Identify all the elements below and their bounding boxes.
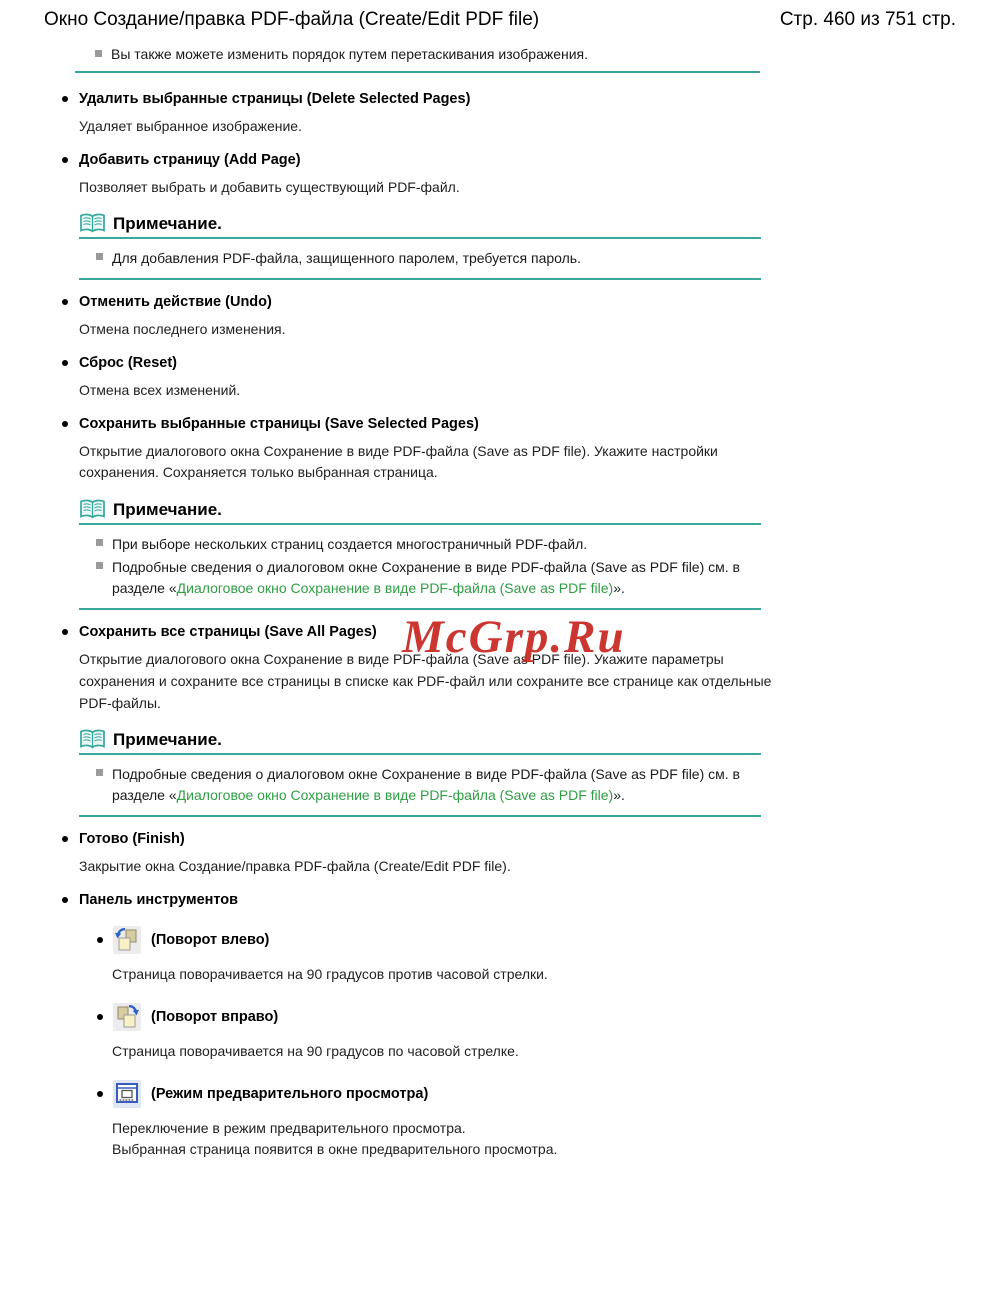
bullet-add-page <box>60 152 820 168</box>
note-body <box>79 525 761 608</box>
bullet-finish <box>60 831 820 847</box>
note-block <box>79 499 761 610</box>
square-bullet-icon <box>95 50 102 57</box>
bullet-description: Позволяет выбрать и добавить существующий PDF-файл. <box>79 178 460 195</box>
toolbar-item-description-line2: Выбранная страница появится в окне предварительного просмотра. <box>112 1140 558 1157</box>
note-item-text: При выборе нескольких страниц создается многостраничный PDF-файл. <box>112 536 588 553</box>
rotate-right-icon <box>113 1003 141 1031</box>
divider <box>75 71 760 73</box>
link-post-text: ». <box>613 580 625 597</box>
divider <box>79 608 761 610</box>
bullet-reset <box>60 355 820 371</box>
save-as-pdf-dialog-link[interactable]: Диалоговое окно Сохранение в виде PDF-файла (Save as PDF file) <box>176 580 614 597</box>
document-body <box>0 46 820 1160</box>
bullet-description: Открытие диалогового окна Сохранение в виде PDF-файла (Save as PDF file). Укажите настройки сохранения. Сохраняется только выбранная страница. <box>79 442 718 481</box>
note-heading <box>79 729 761 750</box>
square-bullet-icon <box>96 562 103 569</box>
toolbar-item-preview-mode <box>95 1080 820 1108</box>
bullet-toolbar <box>60 892 820 908</box>
bullet-title: Панель инструментов <box>79 891 239 908</box>
bullet-title: Сохранить все страницы (Save All Pages) <box>79 624 377 641</box>
preview-mode-icon <box>113 1080 141 1108</box>
bullet-icon <box>62 299 68 305</box>
toolbar-item-rotate-left <box>95 926 820 954</box>
note-heading <box>79 499 761 520</box>
bullet-icon <box>62 96 68 102</box>
bullet-title: Добавить страницу (Add Page) <box>79 151 301 168</box>
bullet-title: Готово (Finish) <box>79 831 185 848</box>
bullet-title: Сброс (Reset) <box>79 355 178 372</box>
note-heading-label: Примечание. <box>113 213 222 233</box>
page-title: Окно Создание/правка PDF-файла (Create/Edit PDF file) <box>44 9 540 30</box>
toolbar-item-description: Страница поворачивается на 90 градусов против часовой стрелки. <box>112 965 548 982</box>
bullet-icon <box>62 897 68 903</box>
rotate-left-icon <box>113 926 141 954</box>
note-heading-label: Примечание. <box>113 729 222 749</box>
bullet-icon <box>97 937 103 943</box>
note-block <box>79 213 761 280</box>
bullet-save-selected-pages <box>60 416 820 432</box>
square-bullet-icon <box>96 769 103 776</box>
bullet-description: Удаляет выбранное изображение. <box>79 118 302 134</box>
square-bullet-icon <box>96 539 103 546</box>
bullet-icon <box>62 157 68 163</box>
bullet-title: Удалить выбранные страницы (Delete Selected Pages) <box>79 91 471 107</box>
watermark: McGrp.Ru <box>402 611 626 663</box>
bullet-description: Отмена всех изменений. <box>79 382 241 399</box>
bullet-description: Закрытие окна Создание/правка PDF-файла (Create/Edit PDF file). <box>79 858 511 875</box>
open-book-icon <box>79 213 106 234</box>
note-body <box>79 239 761 278</box>
list-item <box>96 534 761 555</box>
note-heading <box>79 213 761 234</box>
bullet-title: Сохранить выбранные страницы (Save Selected Pages) <box>79 415 479 432</box>
page-number: Стр. 460 из 751 стр. <box>779 9 956 30</box>
square-bullet-icon <box>96 253 103 260</box>
link-pre-text: Подробные сведения о диалоговом окне Сохранение в виде PDF-файла (Save as PDF file) см. в разделе « <box>112 766 740 804</box>
note-heading-label: Примечание. <box>113 499 222 519</box>
bullet-icon <box>62 836 68 842</box>
list-item <box>95 46 820 62</box>
open-book-icon <box>79 729 106 750</box>
bullet-icon <box>62 360 68 366</box>
bullet-undo <box>60 294 820 310</box>
link-post-text: ». <box>613 787 625 804</box>
bullet-description: Отмена последнего изменения. <box>79 321 286 338</box>
note-body <box>79 755 761 815</box>
divider <box>79 278 761 280</box>
open-book-icon <box>79 499 106 520</box>
note-block <box>79 729 761 817</box>
bullet-icon <box>62 421 68 427</box>
note-item-text <box>112 764 761 806</box>
bullet-icon <box>97 1091 103 1097</box>
note-item-text: Для добавления PDF-файла, защищенного паролем, требуется пароль. <box>112 250 581 267</box>
list-item <box>96 764 761 806</box>
toolbar-item-description-line1: Переключение в режим предварительного просмотра. <box>112 1119 466 1136</box>
bullet-save-all-pages <box>60 624 820 640</box>
note-item-text: Вы также можете изменить порядок путем перетаскивания изображения. <box>111 46 589 62</box>
toolbar-item-rotate-right <box>95 1003 820 1031</box>
toolbar-item-description <box>112 1118 820 1160</box>
bullet-icon <box>62 629 68 635</box>
bullet-description: Открытие диалогового окна Сохранение в виде PDF-файла (Save as PDF file). Укажите параметры сохранения и сохраните все страницы в списке как PDF-файл или сохраните все странице как отдельные PDF-файлы. <box>79 651 772 711</box>
toolbar-item-label: (Поворот влево) <box>151 931 270 948</box>
list-item <box>96 557 761 599</box>
divider <box>79 815 761 817</box>
toolbar-item-label: (Поворот вправо) <box>151 1008 279 1025</box>
bullet-title: Отменить действие (Undo) <box>79 294 272 311</box>
bullet-icon <box>97 1014 103 1020</box>
link-pre-text: Подробные сведения о диалоговом окне Сохранение в виде PDF-файла (Save as PDF file) см. в разделе « <box>112 559 740 597</box>
toolbar-item-description: Страница поворачивается на 90 градусов по часовой стрелке. <box>112 1042 519 1059</box>
save-as-pdf-dialog-link[interactable]: Диалоговое окно Сохранение в виде PDF-файла (Save as PDF file) <box>176 787 614 804</box>
bullet-delete-selected-pages <box>60 91 820 107</box>
toolbar-item-label: (Режим предварительного просмотра) <box>151 1085 429 1102</box>
page-header <box>0 0 1000 31</box>
list-item <box>96 248 761 269</box>
note-item-text <box>112 557 761 599</box>
